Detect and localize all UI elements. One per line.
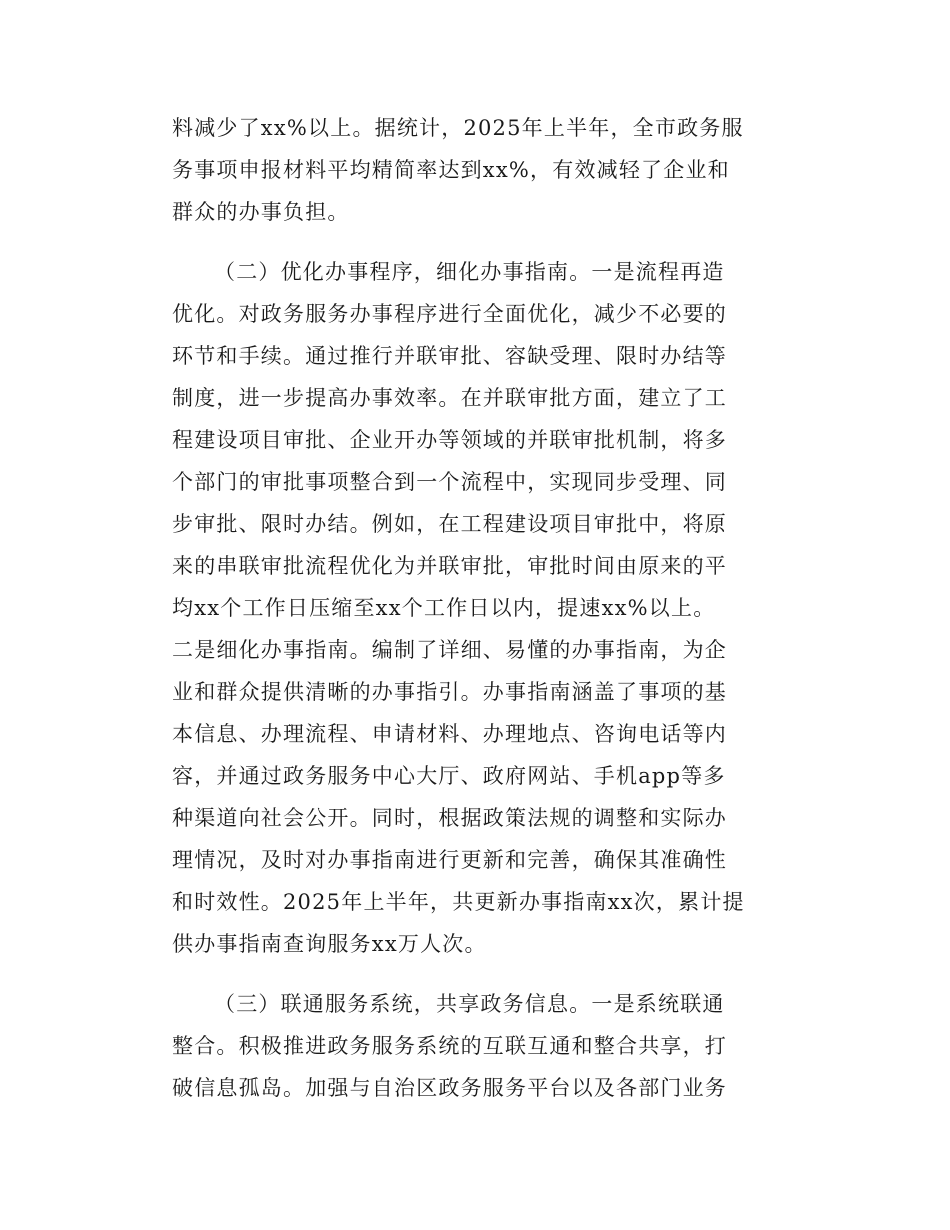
paragraph-line: 群众的办事负担。: [172, 200, 350, 224]
paragraph-line: 容，并通过政务服务中心大厅、政府网站、手机app等多: [172, 764, 726, 788]
paragraph-line: 本信息、办理流程、申请材料、办理地点、咨询电话等内: [172, 722, 727, 746]
paragraph-line: 制度，进一步提高办事效率。在并联审批方面，建立了工: [172, 386, 727, 410]
paragraph-line: 优化。对政务服务办事程序进行全面优化，减少不必要的: [172, 302, 727, 326]
paragraph-line: 整合。积极推进政务服务系统的互联互通和整合共享，打: [172, 1034, 727, 1058]
paragraph-line: 和时效性。2025年上半年，共更新办事指南xx次，累计提: [172, 890, 745, 914]
paragraph-line: 均xx个工作日压缩至xx个工作日以内，提速xx%以上。: [172, 596, 716, 620]
paragraph-line: 务事项申报材料平均精简率达到xx%，有效减轻了企业和: [172, 158, 730, 182]
paragraph-line: 理情况，及时对办事指南进行更新和完善，确保其准确性: [172, 848, 727, 872]
paragraph-line: 破信息孤岛。加强与自治区政务服务平台以及各部门业务: [172, 1076, 727, 1100]
paragraph-line: 程建设项目审批、企业开办等领域的并联审批机制，将多: [172, 428, 727, 452]
paragraph-line: 二是细化办事指南。编制了详细、易懂的办事指南，为企: [172, 638, 727, 662]
paragraph-line: 业和群众提供清晰的办事指引。办事指南涵盖了事项的基: [172, 680, 727, 704]
paragraph-line: 供办事指南查询服务xx万人次。: [172, 932, 487, 956]
paragraph-line: 步审批、限时办结。例如，在工程建设项目审批中，将原: [172, 512, 727, 536]
paragraph-line: 料减少了xx%以上。据统计，2025年上半年，全市政务服: [172, 116, 744, 140]
section-heading-line: （二）优化办事程序，细化办事指南。一是流程再造: [214, 260, 725, 284]
paragraph-line: 环节和手续。通过推行并联审批、容缺受理、限时办结等: [172, 344, 727, 368]
section-heading-line: （三）联通服务系统，共享政务信息。一是系统联通: [214, 992, 725, 1016]
paragraph-line: 个部门的审批事项整合到一个流程中，实现同步受理、同: [172, 470, 727, 494]
paragraph-line: 来的串联审批流程优化为并联审批，审批时间由原来的平: [172, 554, 727, 578]
paragraph-line: 种渠道向社会公开。同时，根据政策法规的调整和实际办: [172, 806, 727, 830]
